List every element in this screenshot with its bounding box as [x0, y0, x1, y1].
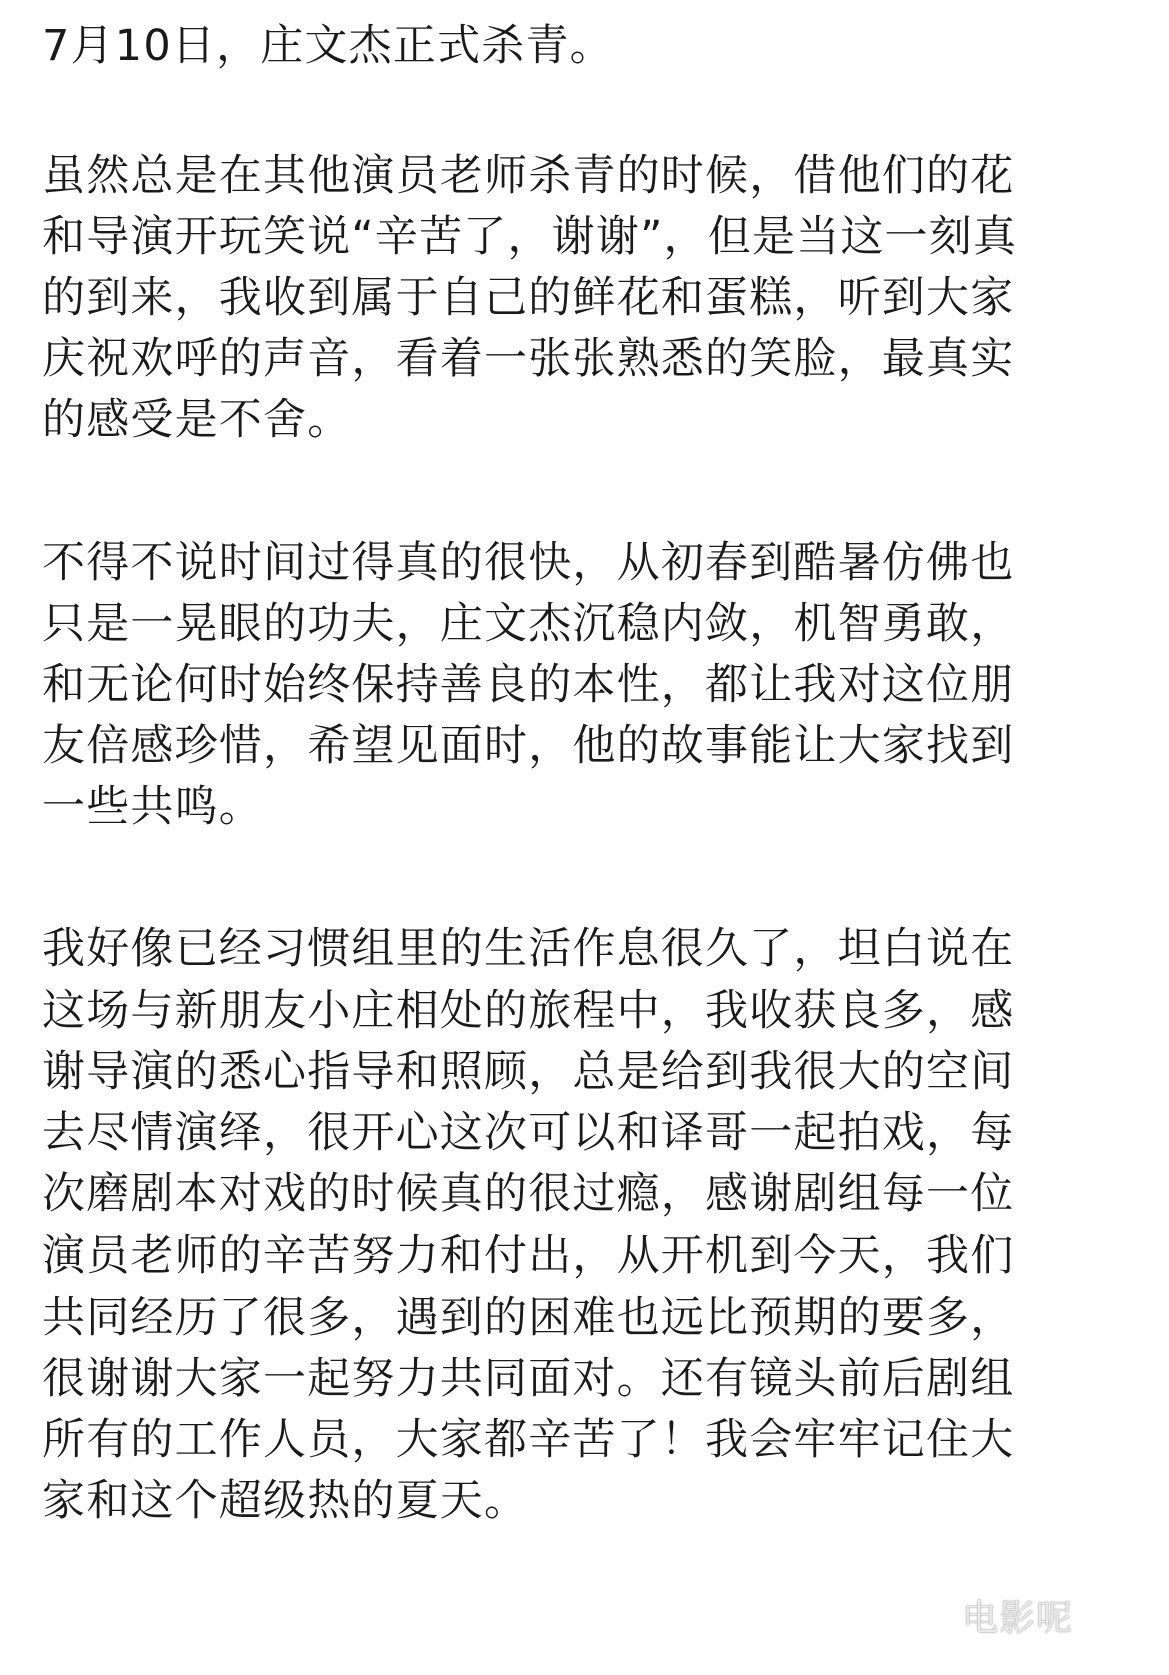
paragraph-3-line-2: 只是一晃眼的功夫，庄文杰沉稳内敛，机智勇敢， [42, 599, 1015, 649]
paragraph-2-line-5: 的感受是不舍。 [42, 395, 352, 445]
paragraph-2-line-4: 庆祝欢呼的声音，看着一张张熟悉的笑脸，最真实 [42, 334, 1015, 384]
paragraph-3-line-5: 一些共鸣。 [42, 782, 263, 832]
watermark-text: 电影呢 [961, 1598, 1073, 1639]
paragraph-4-line-6: 演员老师的辛苦努力和付出，从开机到今天，我们 [42, 1231, 1015, 1281]
paragraph-3-line-3: 和无论何时始终保持善良的本性，都让我对这位朋 [42, 660, 1015, 710]
paragraph-2-line-1: 虽然总是在其他演员老师杀青的时候，借他们的花 [42, 151, 1015, 201]
paragraph-4-line-1: 我好像已经习惯组里的生活作息很久了，坦白说在 [42, 924, 1015, 974]
paragraph-4-line-2: 这场与新朋友小庄相处的旅程中，我收获良多，感 [42, 986, 1015, 1036]
paragraph-4-line-10: 家和这个超级热的夏天。 [42, 1476, 529, 1526]
paragraph-4-line-3: 谢导演的悉心指导和照顾，总是给到我很大的空间 [42, 1047, 1015, 1097]
paragraph-4-line-8: 很谢谢大家一起努力共同面对。还有镜头前后剧组 [42, 1354, 1015, 1404]
paragraph-4-line-9: 所有的工作人员，大家都辛苦了！我会牢牢记住大 [42, 1415, 1015, 1465]
paragraph-1-line-1: 7月10日，庄文杰正式杀青。 [42, 21, 614, 71]
paragraph-4-line-5: 次磨剧本对戏的时候真的很过瘾，感谢剧组每一位 [42, 1169, 1015, 1219]
paragraph-3-line-4: 友倍感珍惜，希望见面时，他的故事能让大家找到 [42, 721, 1015, 771]
paragraph-3-line-1: 不得不说时间过得真的很快，从初春到酷暑仿佛也 [42, 538, 1015, 588]
paragraph-4-line-7: 共同经历了很多，遇到的困难也远比预期的要多， [42, 1293, 1015, 1343]
paragraph-4-line-4: 去尽情演绎，很开心这次可以和译哥一起拍戏，每 [42, 1108, 1015, 1158]
paragraph-2-line-3: 的到来，我收到属于自己的鲜花和蛋糕，听到大家 [42, 273, 1015, 323]
paragraph-2-line-2: 和导演开玩笑说“辛苦了，谢谢”，但是当这一刻真 [42, 212, 1018, 262]
